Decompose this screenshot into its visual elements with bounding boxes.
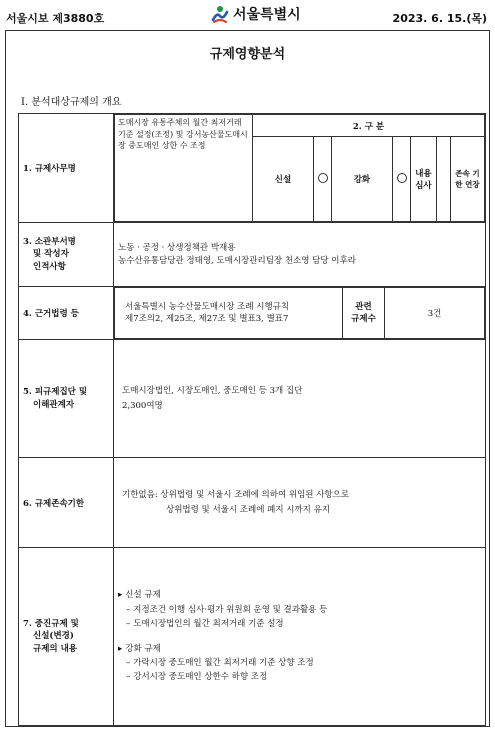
type-extension-label: 존속 기한 연장 — [450, 137, 484, 222]
strengthen-regulation-heading: ▸ 강화 규제 — [118, 642, 481, 656]
list-item: – 가락시장 중도매인 월간 최저거래 기준 상향 조정 — [126, 657, 314, 668]
list-item: – 도매시장법인의 월간 최저거래 기준 설정 — [126, 619, 284, 630]
label-regulation-content: 7. 중진규제 및 신설(변경) 규제의 내용 — [19, 548, 114, 726]
seoul-logo-icon — [210, 4, 230, 24]
legal-basis-text: 서울특별시 농수산물도매시장 조례 시행규칙 제7조의2, 제25조, 제27조 및 별표3, 별표7 — [115, 288, 343, 339]
publish-date: 2023. 6. 15.(목) — [392, 12, 487, 25]
new-regulation-heading: ▸ 신설 규제 — [118, 588, 481, 602]
type-new-checkbox[interactable] — [313, 137, 331, 222]
section-heading: Ⅰ. 분석대상규제의 개요 — [21, 97, 122, 108]
label-stakeholders: 5. 피규제집단 및 이해관계자 — [19, 340, 114, 458]
regulation-name-text: 도매시장 유통주체의 월간 최저거래기준 설정(조정) 및 강서농산물도매시장 중도매인 상한 수 조정 — [115, 115, 253, 222]
regulation-overview-table — [18, 113, 486, 726]
document-frame — [5, 30, 490, 727]
stakeholders-line-2: 2,300여명 — [122, 400, 163, 411]
bullet-icon: ▸ — [118, 643, 123, 654]
regulation-name-inner — [114, 114, 485, 222]
row-stakeholders — [19, 340, 486, 458]
stakeholders-content — [114, 340, 486, 458]
list-item: – 지정조건 이행 심사·평가 위원회 운영 및 결과활용 등 — [126, 604, 328, 615]
list-item: – 강서시장 중도매인 상한수 하향 조정 — [126, 672, 268, 683]
row-regulation-name — [19, 114, 486, 223]
type-review-label: 내용 심사 — [410, 137, 436, 222]
page-title: 규제영향분석 — [209, 47, 286, 62]
type-review-checkbox[interactable] — [436, 137, 450, 222]
related-regulations-count: 3건 — [385, 288, 485, 339]
department-line-2: 농수산유통담당관 정태영, 도매시장관리팀장 천소영 담당 이후라 — [118, 255, 356, 266]
duration-line-2: 상위법령 및 서울시 조례에 폐지 시까지 유지 — [166, 504, 331, 515]
row-legal-basis — [19, 287, 486, 340]
label-legal-basis: 4. 근거법령 등 — [19, 287, 114, 340]
label-regulation-name: 1. 규제사무명 — [19, 114, 114, 223]
label-duration: 6. 규제존속기한 — [19, 458, 114, 548]
row-regulation-content — [19, 548, 486, 726]
type-header: 2. 구 분 — [253, 115, 485, 137]
circle-icon — [397, 173, 407, 183]
seoul-logo — [210, 4, 301, 24]
gazette-number: 서울시보 제3880호 — [6, 12, 105, 25]
bullet-icon: ▸ — [118, 590, 123, 601]
type-strengthen-checkbox[interactable] — [392, 137, 410, 222]
page-header — [0, 0, 495, 30]
regulation-content — [114, 548, 486, 726]
department-content — [114, 223, 486, 287]
duration-content — [114, 458, 486, 548]
stakeholders-line-1: 도매시장법인, 시장도매인, 중도매인 등 3개 집단 — [122, 386, 303, 397]
duration-line-1: 기한없음: 상위법령 및 서울시 조례에 의하여 위임된 사항으로 — [122, 490, 350, 501]
row-department — [19, 223, 486, 287]
type-new-label: 신설 — [253, 137, 314, 222]
circle-icon — [318, 173, 328, 183]
related-regulations-label: 관련 규제수 — [343, 288, 385, 339]
city-name: 서울특별시 — [233, 7, 301, 23]
label-department: 3. 소관부서명 및 작성자 인적사항 — [19, 223, 114, 287]
type-strengthen-label: 강화 — [331, 137, 392, 222]
row-duration — [19, 458, 486, 548]
department-line-1: 노동 · 공정 · 상생정책관 박재용 — [118, 243, 236, 254]
